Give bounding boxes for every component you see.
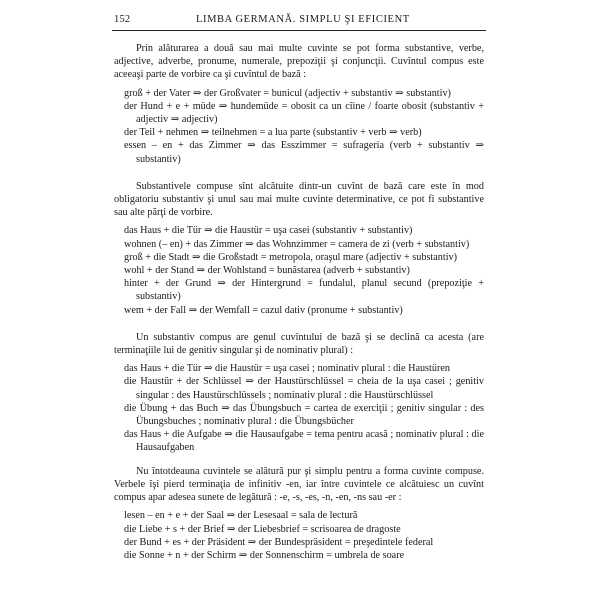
example-line: das Haus + die Tür ⇒ die Haustür = uşa casei (substantiv + substantiv) — [124, 225, 413, 237]
example-line: wohl + der Stand ⇒ der Wohlstand = bunăstarea (adverb + substantiv) — [124, 265, 410, 277]
running-title: LIMBA GERMANĂ. SIMPLU ŞI EFICIENT — [196, 14, 410, 25]
example-line: lesen – en + e + der Saal ⇒ der Lesesaal = sala de lectură — [124, 510, 358, 522]
example-line: die Sonne + n + der Schirm ⇒ der Sonnenschirm = umbrela de soare — [124, 549, 405, 561]
example-line: das Haus + die Aufgabe ⇒ die Hausaufgabe = tema pentru acasă ; nominativ plural : die Hausaufgaben — [124, 429, 484, 454]
example-line: die Haustür + der Schlüssel ⇒ der Haustürschlüssel = cheia de la uşa casei ; genitiv singular : des Haustürschlüssels ; nominativ plural : die Haustürschlüssel — [124, 376, 484, 401]
example-line: das Haus + die Tür ⇒ die Haustür = uşa casei ; nominativ plural : die Haustüren — [124, 363, 450, 375]
running-header — [114, 14, 484, 28]
example-line: die Übung + das Buch ⇒ das Übungsbuch = cartea de exerciţii ; genitiv singular : des Übungsbuches ; nominativ plural : die Übungsbücher — [124, 402, 484, 428]
example-line: der Bund + es + der Präsident ⇒ der Bundespräsident = preşedintele federal — [124, 536, 434, 548]
example-list-3 — [114, 362, 484, 454]
example-line: groß + die Stadt ⇒ die Großstadt = metropola, oraşul mare (adjectiv + substantiv) — [124, 251, 458, 263]
paragraph-compound-nouns: Substantivele compuse sînt alcătuite dintr-un cuvînt de bază care este în mod obligatoriu substantiv şi unul sau mai multe cuvinte determinative, ce pot fi substantive sau alte părţi de vorbire. — [114, 180, 484, 219]
paragraph-linking-sounds: Nu întotdeauna cuvintele se alătură pur şi simplu pentru a forma cuvinte compuse. Verbele îşi pierd terminaţia de infinitiv -en, iar între cuvintele ce alcătuiesc un cuvînt compus apar adesea sunete de legătură : -e, -s, -es, -n, -en, -ns sau -er : — [114, 465, 484, 504]
example-line: der Hund + e + müde ⇒ hundemüde = obosit ca un cîine / foarte obosit (substantiv + adjectiv ⇒ adjectiv) — [124, 100, 484, 126]
example-list-2 — [114, 224, 484, 316]
example-list-4 — [114, 509, 484, 562]
example-line: wohnen (– en) + das Zimmer ⇒ das Wohnzimmer = camera de zi (verb + substantiv) — [124, 238, 470, 250]
example-line: hinter + der Grund ⇒ der Hintergrund = fundalul, planul secund (prepoziţie + substantiv) — [124, 278, 484, 303]
example-line: wem + der Fall ⇒ der Wemfall = cazul dativ (pronume + substantiv) — [124, 304, 403, 316]
page-body — [114, 42, 484, 576]
example-line: die Liebe + s + der Brief ⇒ der Liebesbrief = scrisoarea de dragoste — [124, 523, 401, 535]
example-line: der Teil + nehmen ⇒ teilnehmen = a lua parte (substantiv + verb ⇒ verb) — [124, 127, 422, 139]
example-line: essen – en + das Zimmer ⇒ das Esszimmer = sufrageria (verb + substantiv ⇒ substantiv) — [124, 140, 484, 165]
header-rule — [112, 30, 486, 31]
example-line: groß + der Vater ⇒ der Großvater = bunicul (adjectiv + substantiv ⇒ substantiv) — [124, 87, 451, 99]
paragraph-compound-words: Prin alăturarea a două sau mai multe cuvinte se pot forma substantive, verbe, adjective, adverbe, pronume, numerale, prepoziţii şi conjuncţii. Cuvîntul compus este aceeaşi parte de vorbire ca şi cuvîntul de bază : — [114, 43, 484, 81]
example-list-1 — [114, 87, 484, 166]
page-number: 152 — [114, 14, 131, 25]
paragraph-gender-declension: Un substantiv compus are genul cuvîntului de bază şi se declină ca acesta (are terminaţiile lui de genitiv singular şi de nominativ plural) : — [114, 331, 484, 357]
